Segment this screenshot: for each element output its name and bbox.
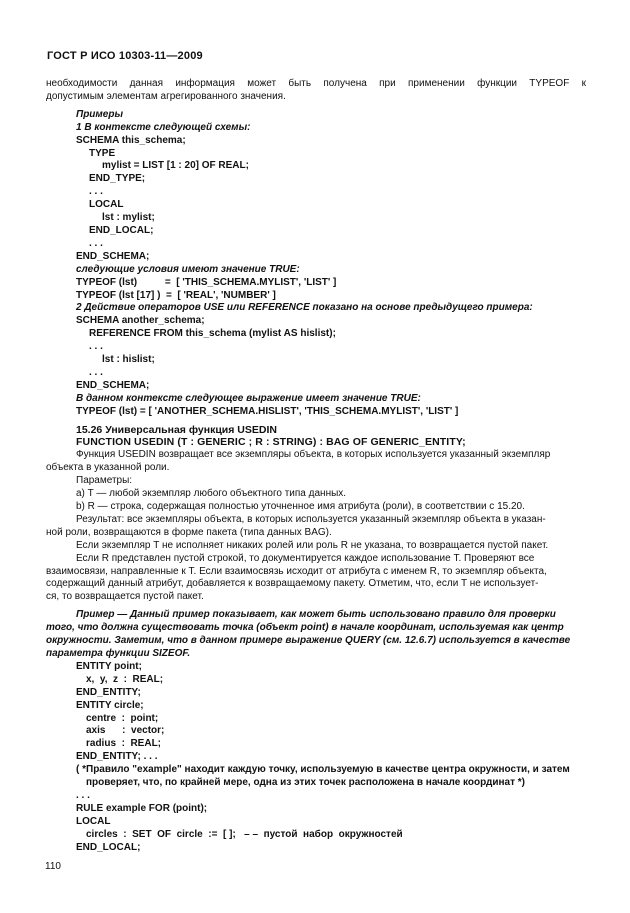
text-line: Если экземпляр T не исполняет никаких ролей или роль R не указана, то возвращается пустой пакет. <box>76 539 549 551</box>
code-line: . . . <box>76 789 90 801</box>
code-line: SCHEMA another_schema; <box>76 315 205 327</box>
text-line: b) R — строка, содержащая полностью уточненное имя атрибута (роли), в соответствии с 15.20. <box>76 501 525 512</box>
text-line: содержащий данный атрибут, добавляется к возвращаемому пакету. Отметим, что, если T не использует- <box>46 578 539 590</box>
code-line: lst : mylist; <box>102 212 155 224</box>
code-line: ENTITY point; <box>76 660 142 672</box>
example-paragraph: окружности. Заметим, что в данном примере выражение QUERY (см. 12.6.7) используется в качестве <box>46 635 571 647</box>
example-paragraph: Пример — Данный пример показывает, как может быть использовано правило для проверки <box>76 609 556 621</box>
code-line: LOCAL <box>89 199 124 211</box>
code-line: TYPEOF (lst) = [ 'THIS_SCHEMA.MYLIST', 'LIST' ] <box>76 276 337 288</box>
document-header: ГОСТ Р ИСО 10303-11—2009 <box>47 50 203 62</box>
text-line: Функция USEDIN возвращает все экземпляры объекта, в которых используется указанный экземпляр <box>76 449 551 461</box>
text-line: Если R представлен пустой строкой, то документируется каждое использование T. Проверяют все <box>76 552 535 564</box>
text-line: ся, то возвращается пустой пакет. <box>46 591 204 603</box>
example-caption: 1 В контексте следующей схемы: <box>76 121 251 133</box>
code-line: lst : hislist; <box>102 354 155 366</box>
code-line: TYPE <box>89 147 116 159</box>
code-line: END_LOCAL; <box>89 224 154 236</box>
text-line: а) T — любой экземпляр любого объектного типа данных. <box>76 488 347 500</box>
code-line: END_TYPE; <box>89 173 146 185</box>
code-line: TYPEOF (lst) = [ 'ANOTHER_SCHEMA.HISLIST', 'THIS_SCHEMA.MYLIST', 'LIST' ] <box>76 405 459 417</box>
code-line: centre : point; <box>86 712 159 724</box>
code-line: END_ENTITY; . . . <box>76 751 158 763</box>
code-line: REFERENCE FROM this_schema (mylist AS hislist); <box>89 328 336 340</box>
code-line: radius : REAL; <box>86 738 162 750</box>
text-line: Результат: все экземпляры объекта, в которых используется указанный экземпляр объекта в указан- <box>76 513 546 525</box>
example-caption: 2 Действие операторов USE или REFERENCE показано на основе предыдущего примера: <box>76 302 533 314</box>
example-caption: следующие условия имеют значение TRUE: <box>76 263 300 275</box>
code-line: ENTITY circle; <box>76 699 144 711</box>
code-comment: проверяет, что, по крайней мере, одна из этих точек расположена в начале координат *) <box>86 777 526 789</box>
section-heading: 15.26 Универсальная функция USEDIN <box>76 423 277 436</box>
page-body <box>46 78 586 854</box>
page-number: 110 <box>45 861 61 872</box>
code-line: x, y, z : REAL; <box>86 673 164 685</box>
code-line: SCHEMA this_schema; <box>76 134 186 146</box>
text-line: Параметры: <box>76 475 133 487</box>
code-line: circles : SET OF circle := [ ]; – – пустой набор окружностей <box>86 828 403 840</box>
code-line: END_SCHEMA; <box>76 379 150 391</box>
code-line: . . . <box>89 237 103 249</box>
code-line: TYPEOF (lst [17] ) = [ 'REAL', 'NUMBER' ] <box>76 289 276 301</box>
example-paragraph: того, что должна существовать точка (объект point) в начале координат, используемая как центр <box>46 622 564 634</box>
code-line: LOCAL <box>76 815 111 827</box>
examples-heading: Примеры <box>76 108 124 120</box>
example-paragraph: параметра функции SIZEOF. <box>46 647 191 659</box>
text-line: ной роли, возвращаются в форме пакета (типа данных BAG). <box>46 526 332 538</box>
code-line: END_ENTITY; <box>76 686 141 698</box>
text-line: объекта в указанной роли. <box>46 462 170 474</box>
text-line: допустимым элементам агрегированного значения. <box>46 90 286 102</box>
code-line: axis : vector; <box>86 725 165 737</box>
code-line: . . . <box>89 366 103 378</box>
code-line: mylist = LIST [1 : 20] OF REAL; <box>102 160 249 172</box>
function-signature: FUNCTION USEDIN (T : GENERIC ; R : STRING) : BAG OF GENERIC_ENTITY; <box>76 436 466 449</box>
text-line: необходимости данная информация может быть получена при применении функции TYPEOF к <box>46 78 586 89</box>
code-line: . . . <box>89 341 103 353</box>
code-line: . . . <box>89 186 103 198</box>
example-caption: В данном контексте следующее выражение имеет значение TRUE: <box>76 392 421 404</box>
text-line: взаимосвязи, направленные к T. Если взаимосвязь исходит от атрибута с именем R, то экземпляр объекта, <box>46 565 547 577</box>
code-line: RULE example FOR (point); <box>76 802 208 814</box>
code-line: END_SCHEMA; <box>76 250 150 262</box>
code-line: END_LOCAL; <box>76 841 141 853</box>
code-comment: ( *Правило "example" находит каждую точку, используемую в качестве центра окружности, и затем <box>76 764 570 776</box>
